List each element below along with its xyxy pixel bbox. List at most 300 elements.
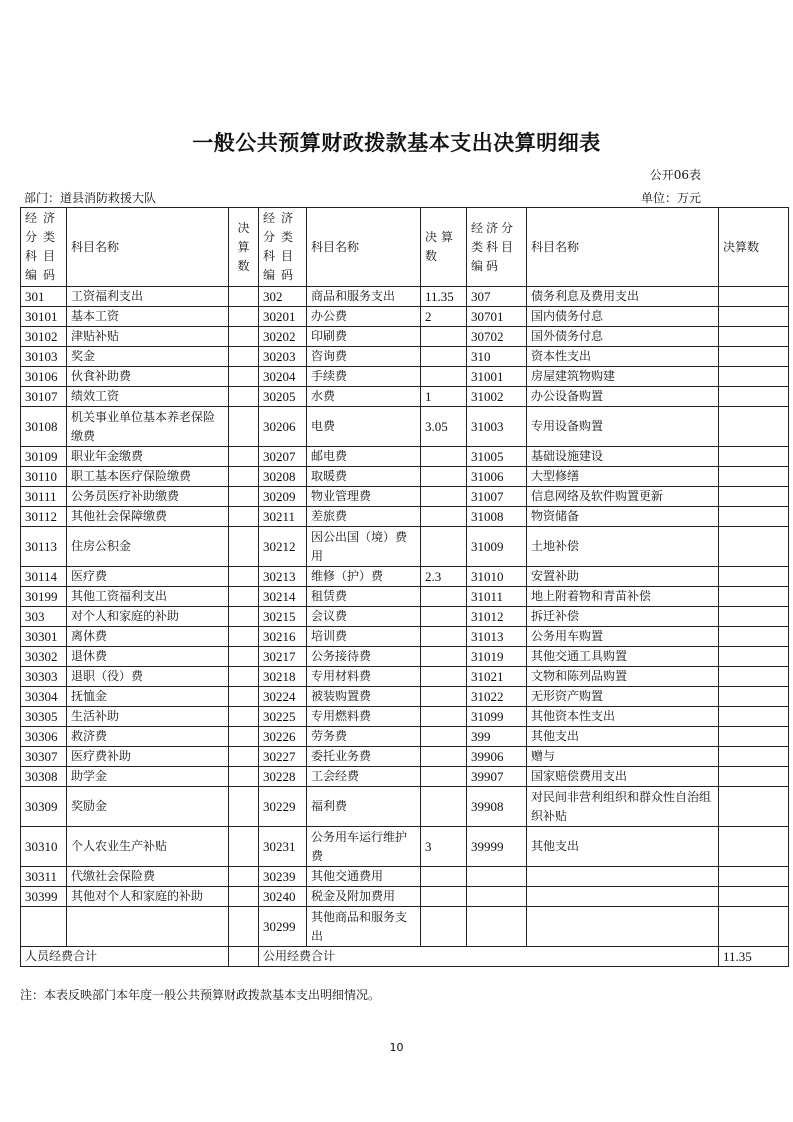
cell-code-3: 31021: [467, 667, 527, 687]
cell-name-2: 其他商品和服务支出: [307, 907, 421, 947]
cell-amount-2: [421, 707, 467, 727]
cell-name-1: 对个人和家庭的补助: [67, 607, 229, 627]
cell-name-2: 印刷费: [307, 327, 421, 347]
cell-name-2: 公务接待费: [307, 647, 421, 667]
cell-name-3: [527, 867, 719, 887]
cell-amount-1: [229, 327, 259, 347]
cell-name-2: 邮电费: [307, 447, 421, 467]
cell-name-3: 其他支出: [527, 727, 719, 747]
cell-name-2: 维修（护）费: [307, 567, 421, 587]
cell-amount-1: [229, 667, 259, 687]
table-row: [21, 827, 789, 867]
cell-amount-3: [719, 467, 789, 487]
cell-amount-2: [421, 487, 467, 507]
cell-name-3: 拆迁补偿: [527, 607, 719, 627]
cell-amount-1: [229, 867, 259, 887]
cell-name-1: 职业年金缴费: [67, 447, 229, 467]
table-row: [21, 767, 789, 787]
cell-amount-1: [229, 527, 259, 567]
table-row: [21, 527, 789, 567]
cell-code-1: 30102: [21, 327, 67, 347]
cell-name-1: 机关事业单位基本养老保险缴费: [67, 407, 229, 447]
header-name-1: 科目名称: [67, 208, 229, 287]
cell-code-1: 30309: [21, 787, 67, 827]
cell-amount-2: 2: [421, 307, 467, 327]
cell-amount-2: [421, 727, 467, 747]
cell-name-3: 国外债务付息: [527, 327, 719, 347]
cell-name-1: [67, 907, 229, 947]
header-row: [21, 208, 789, 287]
cell-code-2: 30213: [259, 567, 307, 587]
cell-name-1: 退职（役）费: [67, 667, 229, 687]
cell-code-3: 31001: [467, 367, 527, 387]
cell-amount-3: [719, 727, 789, 747]
cell-amount-3: [719, 307, 789, 327]
cell-amount-1: [229, 307, 259, 327]
table-row: [21, 627, 789, 647]
cell-name-2: 咨询费: [307, 347, 421, 367]
cell-code-1: 30301: [21, 627, 67, 647]
cell-amount-3: [719, 747, 789, 767]
cell-amount-2: [421, 607, 467, 627]
cell-name-2: 水费: [307, 387, 421, 407]
cell-amount-2: [421, 687, 467, 707]
table-row: [21, 327, 789, 347]
cell-name-2: 专用材料费: [307, 667, 421, 687]
cell-amount-2: 11.35: [421, 287, 467, 307]
table-row: [21, 867, 789, 887]
cell-code-1: 30399: [21, 887, 67, 907]
table-row: [21, 887, 789, 907]
cell-amount-1: [229, 407, 259, 447]
cell-amount-3: [719, 787, 789, 827]
cell-amount-2: 3: [421, 827, 467, 867]
cell-amount-3: [719, 367, 789, 387]
cell-name-3: 安置补助: [527, 567, 719, 587]
cell-amount-2: [421, 347, 467, 367]
cell-code-3: 39908: [467, 787, 527, 827]
cell-code-1: 30310: [21, 827, 67, 867]
cell-name-1: 医疗费: [67, 567, 229, 587]
cell-name-2: 劳务费: [307, 727, 421, 747]
table-row: [21, 287, 789, 307]
cell-name-3: 债务利息及费用支出: [527, 287, 719, 307]
cell-name-3: [527, 907, 719, 947]
cell-amount-3: [719, 447, 789, 467]
cell-name-2: 差旅费: [307, 507, 421, 527]
table-body: [21, 287, 789, 947]
cell-name-2: 手续费: [307, 367, 421, 387]
cell-code-3: 39999: [467, 827, 527, 867]
cell-amount-1: [229, 347, 259, 367]
cell-code-3: 39906: [467, 747, 527, 767]
cell-name-1: 助学金: [67, 767, 229, 787]
cell-name-2: 工会经费: [307, 767, 421, 787]
cell-code-2: 30217: [259, 647, 307, 667]
cell-name-3: 国家赔偿费用支出: [527, 767, 719, 787]
cell-name-2: 被装购置费: [307, 687, 421, 707]
cell-name-3: [527, 887, 719, 907]
cell-amount-3: [719, 887, 789, 907]
cell-amount-2: [421, 787, 467, 827]
cell-name-3: 赠与: [527, 747, 719, 767]
table-row: [21, 487, 789, 507]
cell-code-2: 30204: [259, 367, 307, 387]
cell-name-3: 基础设施建设: [527, 447, 719, 467]
table-row: [21, 407, 789, 447]
cell-code-3: 31006: [467, 467, 527, 487]
cell-amount-3: [719, 507, 789, 527]
cell-amount-2: [421, 747, 467, 767]
form-number: 公开06表: [649, 168, 701, 182]
cell-amount-3: [719, 407, 789, 447]
cell-amount-3: [719, 587, 789, 607]
cell-amount-3: [719, 907, 789, 947]
cell-amount-1: [229, 627, 259, 647]
header-code-1: 经济分类科目编码: [21, 208, 67, 287]
cell-code-2: 30299: [259, 907, 307, 947]
cell-code-2: 30203: [259, 347, 307, 367]
cell-amount-1: [229, 647, 259, 667]
header-name-3: 科目名称: [527, 208, 719, 287]
cell-amount-2: [421, 587, 467, 607]
cell-amount-2: [421, 327, 467, 347]
cell-name-3: 办公设备购置: [527, 387, 719, 407]
personnel-total-label: 人员经费合计: [21, 947, 229, 967]
table-row: [21, 647, 789, 667]
cell-amount-1: [229, 367, 259, 387]
cell-name-1: 住房公积金: [67, 527, 229, 567]
cell-name-1: 代缴社会保险费: [67, 867, 229, 887]
cell-amount-1: [229, 787, 259, 827]
cell-code-2: 302: [259, 287, 307, 307]
cell-code-2: 30206: [259, 407, 307, 447]
public-total-value: 11.35: [719, 947, 789, 967]
cell-name-2: 会议费: [307, 607, 421, 627]
table-row: [21, 787, 789, 827]
cell-amount-1: [229, 387, 259, 407]
cell-code-3: 31013: [467, 627, 527, 647]
cell-name-2: 取暖费: [307, 467, 421, 487]
cell-amount-2: [421, 447, 467, 467]
cell-code-1: 30113: [21, 527, 67, 567]
cell-amount-2: [421, 867, 467, 887]
cell-name-1: 救济费: [67, 727, 229, 747]
cell-code-3: 30701: [467, 307, 527, 327]
cell-amount-3: [719, 387, 789, 407]
cell-name-2: 专用燃料费: [307, 707, 421, 727]
cell-code-3: [467, 907, 527, 947]
cell-amount-3: [719, 607, 789, 627]
cell-amount-2: [421, 467, 467, 487]
cell-code-3: 31022: [467, 687, 527, 707]
cell-code-1: 30103: [21, 347, 67, 367]
cell-amount-2: [421, 667, 467, 687]
cell-code-1: 30107: [21, 387, 67, 407]
cell-code-2: 30205: [259, 387, 307, 407]
cell-name-3: 对民间非营利组织和群众性自治组织补贴: [527, 787, 719, 827]
cell-name-3: 大型修缮: [527, 467, 719, 487]
cell-amount-3: [719, 767, 789, 787]
cell-code-3: 31011: [467, 587, 527, 607]
cell-code-1: 30304: [21, 687, 67, 707]
cell-code-1: 30302: [21, 647, 67, 667]
cell-code-2: 30239: [259, 867, 307, 887]
cell-name-1: 其他对个人和家庭的补助: [67, 887, 229, 907]
cell-code-3: 31009: [467, 527, 527, 567]
cell-name-2: 培训费: [307, 627, 421, 647]
cell-code-2: 30225: [259, 707, 307, 727]
cell-code-2: 30240: [259, 887, 307, 907]
cell-code-3: 31019: [467, 647, 527, 667]
cell-code-3: 31002: [467, 387, 527, 407]
cell-code-1: 30114: [21, 567, 67, 587]
cell-code-2: 30209: [259, 487, 307, 507]
cell-code-1: 30303: [21, 667, 67, 687]
cell-code-1: 30311: [21, 867, 67, 887]
cell-amount-1: [229, 447, 259, 467]
header-amount-1: 决算数: [229, 208, 259, 287]
cell-code-2: 30226: [259, 727, 307, 747]
page-title: 一般公共预算财政拨款基本支出决算明细表: [192, 130, 601, 155]
cell-amount-2: [421, 627, 467, 647]
cell-code-1: 30308: [21, 767, 67, 787]
cell-name-3: 国内债务付息: [527, 307, 719, 327]
cell-name-1: 公务员医疗补助缴费: [67, 487, 229, 507]
cell-name-1: 绩效工资: [67, 387, 229, 407]
cell-amount-1: [229, 507, 259, 527]
table-row: [21, 607, 789, 627]
cell-code-1: 30199: [21, 587, 67, 607]
cell-name-3: 其他资本性支出: [527, 707, 719, 727]
cell-amount-2: 3.05: [421, 407, 467, 447]
cell-amount-1: [229, 767, 259, 787]
cell-name-2: 福利费: [307, 787, 421, 827]
cell-name-3: 专用设备购置: [527, 407, 719, 447]
cell-name-2: 电费: [307, 407, 421, 447]
cell-name-1: 职工基本医疗保险缴费: [67, 467, 229, 487]
cell-code-1: 30101: [21, 307, 67, 327]
cell-amount-3: [719, 667, 789, 687]
cell-code-2: 30215: [259, 607, 307, 627]
header-code-3: 经济分类科目编码: [467, 208, 527, 287]
cell-name-3: 文物和陈列品购置: [527, 667, 719, 687]
cell-amount-3: [719, 647, 789, 667]
table-row: [21, 667, 789, 687]
cell-code-3: 31003: [467, 407, 527, 447]
cell-amount-3: [719, 687, 789, 707]
cell-code-2: 30218: [259, 667, 307, 687]
cell-code-3: 399: [467, 727, 527, 747]
cell-amount-1: [229, 707, 259, 727]
header-amount-2: 决算数: [421, 208, 467, 287]
table-row: [21, 567, 789, 587]
cell-amount-3: [719, 627, 789, 647]
cell-code-3: 39907: [467, 767, 527, 787]
cell-code-2: 30231: [259, 827, 307, 867]
cell-code-3: 310: [467, 347, 527, 367]
table-row: [21, 347, 789, 367]
header-code-2: 经济分类科目编码: [259, 208, 307, 287]
cell-name-2: 公务用车运行维护费: [307, 827, 421, 867]
cell-code-1: 30111: [21, 487, 67, 507]
table-row: [21, 747, 789, 767]
cell-amount-1: [229, 287, 259, 307]
cell-code-2: 30201: [259, 307, 307, 327]
public-total-label: 公用经费合计: [259, 947, 719, 967]
expenditure-detail-table: [20, 207, 789, 967]
cell-code-1: 30305: [21, 707, 67, 727]
department-label: 部门：道县消防救援大队: [24, 191, 157, 205]
cell-name-2: 办公费: [307, 307, 421, 327]
cell-code-2: 30216: [259, 627, 307, 647]
cell-name-3: 公务用车购置: [527, 627, 719, 647]
cell-code-2: 30227: [259, 747, 307, 767]
table-row: [21, 707, 789, 727]
cell-code-3: [467, 867, 527, 887]
cell-amount-1: [229, 607, 259, 627]
table-row: [21, 587, 789, 607]
table-row: [21, 447, 789, 467]
cell-amount-1: [229, 687, 259, 707]
table-row: [21, 907, 789, 947]
cell-code-1: 30112: [21, 507, 67, 527]
cell-code-1: 30110: [21, 467, 67, 487]
table-row: [21, 467, 789, 487]
cell-code-3: 31008: [467, 507, 527, 527]
cell-code-3: 31010: [467, 567, 527, 587]
totals-row: [21, 947, 789, 967]
cell-amount-2: [421, 767, 467, 787]
cell-amount-2: [421, 507, 467, 527]
cell-code-1: 30106: [21, 367, 67, 387]
cell-name-1: 其他社会保障缴费: [67, 507, 229, 527]
cell-name-3: 地上附着物和青苗补偿: [527, 587, 719, 607]
cell-code-2: 30212: [259, 527, 307, 567]
cell-code-2: 30228: [259, 767, 307, 787]
cell-name-2: 租赁费: [307, 587, 421, 607]
cell-code-3: 31099: [467, 707, 527, 727]
cell-name-2: 委托业务费: [307, 747, 421, 767]
cell-amount-3: [719, 487, 789, 507]
cell-name-3: 物资储备: [527, 507, 719, 527]
cell-name-2: 物业管理费: [307, 487, 421, 507]
cell-name-1: 退休费: [67, 647, 229, 667]
cell-code-1: [21, 907, 67, 947]
cell-amount-2: [421, 367, 467, 387]
cell-code-3: 31007: [467, 487, 527, 507]
header-name-2: 科目名称: [307, 208, 421, 287]
cell-code-3: 30702: [467, 327, 527, 347]
cell-name-1: 工资福利支出: [67, 287, 229, 307]
page-number: 10: [389, 1041, 404, 1054]
cell-amount-3: [719, 567, 789, 587]
cell-amount-2: [421, 647, 467, 667]
cell-code-3: 31012: [467, 607, 527, 627]
cell-name-3: 房屋建筑物购建: [527, 367, 719, 387]
cell-amount-3: [719, 867, 789, 887]
cell-name-1: 奖金: [67, 347, 229, 367]
cell-name-1: 津贴补贴: [67, 327, 229, 347]
cell-name-2: 因公出国（境）费用: [307, 527, 421, 567]
cell-name-2: 商品和服务支出: [307, 287, 421, 307]
cell-code-2: 30207: [259, 447, 307, 467]
cell-code-2: 30211: [259, 507, 307, 527]
cell-amount-2: [421, 887, 467, 907]
cell-code-2: 30214: [259, 587, 307, 607]
cell-amount-1: [229, 747, 259, 767]
table-row: [21, 507, 789, 527]
cell-amount-3: [719, 707, 789, 727]
cell-amount-2: [421, 907, 467, 947]
cell-name-1: 离休费: [67, 627, 229, 647]
header-amount-3: 决算数: [719, 208, 789, 287]
cell-amount-2: 1: [421, 387, 467, 407]
cell-code-2: 30208: [259, 467, 307, 487]
cell-amount-1: [229, 907, 259, 947]
cell-name-1: 生活补助: [67, 707, 229, 727]
table-row: [21, 367, 789, 387]
cell-amount-1: [229, 887, 259, 907]
cell-code-1: 301: [21, 287, 67, 307]
cell-name-3: 无形资产购置: [527, 687, 719, 707]
cell-name-1: 个人农业生产补贴: [67, 827, 229, 867]
cell-amount-3: [719, 827, 789, 867]
footnote: 注：本表反映部门本年度一般公共预算财政拨款基本支出明细情况。: [20, 988, 381, 1002]
cell-amount-3: [719, 527, 789, 567]
cell-amount-1: [229, 587, 259, 607]
cell-amount-1: [229, 467, 259, 487]
personnel-total-value: [229, 947, 259, 967]
cell-code-1: 30307: [21, 747, 67, 767]
table-row: [21, 307, 789, 327]
cell-name-1: 基本工资: [67, 307, 229, 327]
cell-name-3: 信息网络及软件购置更新: [527, 487, 719, 507]
cell-name-1: 其他工资福利支出: [67, 587, 229, 607]
cell-amount-1: [229, 727, 259, 747]
cell-amount-2: 2.3: [421, 567, 467, 587]
table-row: [21, 727, 789, 747]
cell-name-1: 医疗费补助: [67, 747, 229, 767]
cell-code-1: 30306: [21, 727, 67, 747]
cell-code-2: 30202: [259, 327, 307, 347]
table-row: [21, 387, 789, 407]
cell-code-1: 303: [21, 607, 67, 627]
cell-name-1: 抚恤金: [67, 687, 229, 707]
cell-code-3: 31005: [467, 447, 527, 467]
cell-name-3: 其他交通工具购置: [527, 647, 719, 667]
table-row: [21, 687, 789, 707]
cell-name-3: 资本性支出: [527, 347, 719, 367]
cell-code-3: [467, 887, 527, 907]
cell-amount-1: [229, 827, 259, 867]
cell-amount-1: [229, 567, 259, 587]
cell-code-2: 30229: [259, 787, 307, 827]
cell-amount-3: [719, 287, 789, 307]
cell-code-1: 30108: [21, 407, 67, 447]
cell-amount-3: [719, 327, 789, 347]
cell-amount-1: [229, 487, 259, 507]
cell-name-3: 土地补偿: [527, 527, 719, 567]
cell-name-2: 其他交通费用: [307, 867, 421, 887]
cell-name-3: 其他支出: [527, 827, 719, 867]
cell-amount-3: [719, 347, 789, 367]
cell-amount-2: [421, 527, 467, 567]
cell-code-2: 30224: [259, 687, 307, 707]
cell-code-3: 307: [467, 287, 527, 307]
cell-name-1: 伙食补助费: [67, 367, 229, 387]
unit-label: 单位：万元: [640, 191, 701, 205]
